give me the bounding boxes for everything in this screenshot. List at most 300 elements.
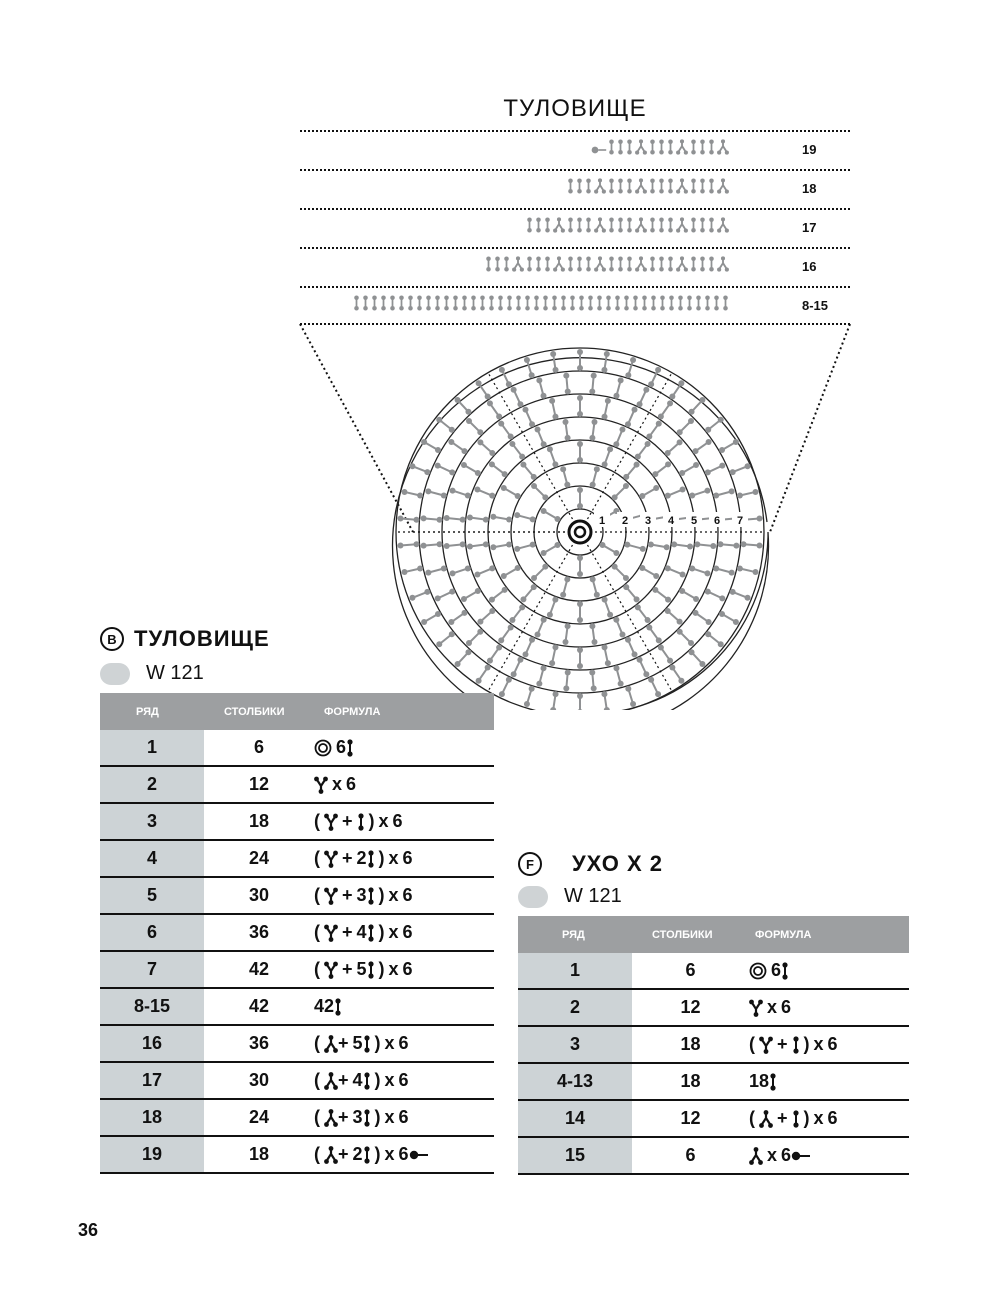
stitch-dot: [425, 488, 431, 494]
stitch-dot: [658, 645, 664, 651]
stitch-dot: [437, 541, 443, 547]
stitch-dot: [699, 661, 705, 667]
stitch-dot: [678, 380, 684, 386]
stitch-dot: [637, 401, 643, 407]
stitch-dot: [577, 601, 583, 607]
stitch-dot: [729, 570, 735, 576]
stitch-dot: [688, 418, 694, 424]
ring-label: 1: [598, 515, 606, 527]
stitch-dot: [460, 517, 466, 523]
stitch-dot: [467, 543, 473, 549]
row-label: 16: [802, 259, 817, 274]
stitch-dot: [499, 691, 505, 697]
stitch-dot: [444, 515, 450, 521]
stitch-dot: [476, 678, 482, 684]
stitch-count: 42: [204, 988, 314, 1025]
stitch-dot: [577, 441, 583, 447]
stitch-dot: [547, 612, 553, 618]
stitch-count: 6: [632, 953, 749, 989]
table-row: [100, 803, 494, 840]
page-number: 36: [78, 1220, 99, 1240]
stitch-dot: [435, 463, 441, 469]
stitch-dot: [541, 393, 547, 399]
stitch-dot: [577, 411, 583, 417]
stitch-dot: [577, 395, 583, 401]
stitch-dot: [733, 619, 739, 625]
stitch-dot: [477, 629, 483, 635]
stitch-dot: [517, 657, 523, 663]
stitch-dot: [634, 596, 640, 602]
stitch-formula: x 6: [749, 989, 909, 1026]
ring-label: 6: [713, 515, 721, 527]
stitch-dot: [541, 508, 547, 514]
yarn-info: [518, 885, 622, 908]
stitch-dot: [653, 485, 659, 491]
stitch-dot: [752, 489, 758, 495]
stitch-dot: [552, 414, 558, 420]
stitch-dot: [417, 565, 423, 571]
stitch-dot: [530, 516, 536, 522]
body-section-header: [100, 626, 270, 652]
stitch-dot: [658, 413, 664, 419]
stitch-dot: [648, 677, 654, 683]
stitch-dot: [637, 657, 643, 663]
ring-label: 2: [621, 515, 629, 527]
stitch-formula: x 6: [314, 766, 494, 803]
stitch-dot: [577, 617, 583, 623]
stitch-dot: [449, 469, 455, 475]
stitch-dot: [529, 686, 535, 692]
ring-label: 5: [690, 515, 698, 527]
stitch-dot: [577, 571, 583, 577]
stitch-dot: [602, 461, 608, 467]
stitch-dot: [450, 570, 456, 576]
stitch-dot: [508, 624, 514, 630]
stitch-dot: [713, 565, 719, 571]
stitch-dot: [705, 427, 711, 433]
stitch-dot: [552, 461, 558, 467]
stitch-dot: [435, 447, 441, 453]
row-number: 2: [518, 989, 632, 1026]
row-label: 18: [802, 181, 817, 196]
stitch-dot: [541, 665, 547, 671]
stitch-dot: [506, 381, 512, 387]
stitch-dot: [506, 542, 512, 548]
sector-divider: [488, 373, 580, 532]
stitch-dot: [646, 434, 652, 440]
stitch-count: 36: [204, 1025, 314, 1062]
stitch-dot: [502, 471, 508, 477]
stitch-dot: [619, 426, 625, 432]
sector-divider: [580, 373, 672, 532]
table-row: [100, 877, 494, 914]
circular-diagram: [290, 320, 860, 710]
stitch-dot: [498, 421, 504, 427]
stitch-dot: [474, 487, 480, 493]
stitch-dot: [601, 367, 607, 373]
stitch-dot: [425, 570, 431, 576]
stitch-dot: [625, 637, 631, 643]
stitch-dot: [656, 421, 662, 427]
stitch-count: 12: [632, 1100, 749, 1137]
stitch-dot: [639, 493, 645, 499]
stitch-count: 6: [204, 730, 314, 766]
stitch-dot: [602, 414, 608, 420]
stitch-dot: [547, 446, 553, 452]
yarn-code: W 121: [146, 662, 204, 684]
yarn-code: W 121: [564, 885, 622, 907]
stitch-dot: [669, 393, 675, 399]
stitch-dot: [450, 488, 456, 494]
stitch-count: 24: [204, 840, 314, 877]
stitch-dot: [669, 665, 675, 671]
table-row: [100, 1136, 494, 1173]
stitch-formula: ( + 3 ) x 6: [314, 1099, 494, 1136]
stitch-dot: [689, 565, 695, 571]
stitch-dot: [577, 709, 583, 710]
stitch-dot: [531, 584, 537, 590]
stitch-dot: [577, 503, 583, 509]
stitch-dot: [542, 564, 548, 570]
stitch-dot: [607, 612, 613, 618]
stitch-dot: [515, 493, 521, 499]
stitch-dot: [645, 441, 651, 447]
stitch-dot: [704, 488, 710, 494]
stitch-dot: [487, 400, 493, 406]
stitch-dot: [612, 564, 618, 570]
stitch-count: 30: [204, 877, 314, 914]
section-letter-badge: B: [100, 627, 124, 651]
stitch-dot: [563, 639, 569, 645]
stitch-dot: [461, 448, 467, 454]
stitch-dot: [665, 597, 671, 603]
stitch-dot: [577, 663, 583, 669]
row-number: 16: [100, 1025, 204, 1062]
stitch-dot: [436, 641, 442, 647]
stitch-dot: [577, 555, 583, 561]
stitch-dot: [466, 640, 472, 646]
stitch-dot: [549, 398, 555, 404]
stitch-dot: [655, 367, 661, 373]
stitch-dot: [594, 466, 600, 472]
stitch-dot: [529, 372, 535, 378]
stitch-dot: [529, 421, 535, 427]
table-row: [518, 1026, 909, 1063]
row-number: 17: [100, 1062, 204, 1099]
stitch-dot: [490, 544, 496, 550]
stitch-dot: [542, 494, 548, 500]
stitch-formula: 18: [749, 1063, 909, 1100]
stitch-dot: [536, 681, 542, 687]
stitch-dot: [689, 649, 695, 655]
stitch-dot: [444, 543, 450, 549]
stitch-dot: [679, 588, 685, 594]
stitch-dot: [602, 644, 608, 650]
row-label: 17: [802, 220, 817, 235]
stitch-dot: [409, 595, 415, 601]
stitch-dot: [604, 351, 610, 357]
ear-pattern-table: [518, 916, 909, 1175]
stitch-dot: [677, 619, 683, 625]
stitch-dot: [634, 462, 640, 468]
stitch-dot: [565, 669, 571, 675]
stitch-dot: [424, 469, 430, 475]
row-number: 19: [100, 1136, 204, 1173]
stitch-dot: [665, 565, 671, 571]
stitch-dot: [498, 637, 504, 643]
stitch-dot: [554, 516, 560, 522]
stitch-dot: [635, 604, 641, 610]
stitch-dot: [639, 565, 645, 571]
stitch-row: [300, 248, 850, 285]
stitch-dot: [623, 474, 629, 480]
stitch-dot: [563, 685, 569, 691]
stitch-dot: [591, 685, 597, 691]
stitch-dot: [655, 691, 661, 697]
stitch-dot: [625, 372, 631, 378]
row-number: 2: [100, 766, 204, 803]
stitch-dot: [417, 493, 423, 499]
diagram-title: ТУЛОВИЩЕ: [503, 95, 647, 122]
ring-label: 3: [644, 515, 652, 527]
stitch-dot: [402, 569, 408, 575]
stitch-dot: [477, 619, 483, 625]
stitch-dot: [509, 441, 515, 447]
stitch-row: [300, 287, 850, 324]
stitch-dot: [745, 595, 751, 601]
stitch-dot: [729, 488, 735, 494]
stitch-dot: [604, 707, 610, 710]
stitch-formula: ( + 5 ) x 6: [314, 951, 494, 988]
stitch-dot: [448, 619, 454, 625]
stitch-dot: [706, 619, 712, 625]
stitch-row: [300, 209, 850, 246]
stitch-dot: [689, 493, 695, 499]
stitch-count: 24: [204, 1099, 314, 1136]
stitch-dot: [577, 487, 583, 493]
stitch-dot: [535, 426, 541, 432]
stitch-dot: [461, 596, 467, 602]
stitch-dot: [625, 686, 631, 692]
stitch-dot: [489, 597, 495, 603]
stitch-formula: 6: [749, 953, 909, 989]
stitch-dot: [509, 617, 515, 623]
table-row: [100, 1062, 494, 1099]
stitch-dot: [514, 546, 520, 552]
stitch-dot: [437, 517, 443, 523]
stitch-dot: [625, 421, 631, 427]
stitch-dot: [678, 678, 684, 684]
stitch-dot: [514, 512, 520, 518]
stitch-dot: [554, 542, 560, 548]
table-row: [100, 951, 494, 988]
stitch-dot: [517, 401, 523, 407]
stitch-dot: [522, 651, 528, 657]
ring-label: 7: [736, 515, 744, 527]
stitch-dot: [465, 409, 471, 415]
stitch-dot: [605, 660, 611, 666]
stitch-dot: [553, 691, 559, 697]
projection-line: [300, 324, 413, 532]
stitch-dot: [421, 543, 427, 549]
stitch-dot: [515, 565, 521, 571]
stitch-count: 18: [632, 1063, 749, 1100]
row-number: 6: [100, 914, 204, 951]
stitch-dot: [550, 351, 556, 357]
sector-divider: [580, 532, 672, 691]
stitch-dot: [737, 493, 743, 499]
table-row: [100, 840, 494, 877]
stitch-row: [300, 170, 850, 207]
header-row: РЯД: [518, 916, 632, 953]
row-number: 5: [100, 877, 204, 914]
stitch-dot: [717, 541, 723, 547]
stitch-dot: [489, 450, 495, 456]
stitch-dot: [665, 461, 671, 467]
stitch-formula: ( + 4 ) x 6: [314, 1062, 494, 1099]
row-number: 8-15: [100, 988, 204, 1025]
header-row: РЯД: [100, 693, 204, 730]
stitch-dot: [705, 631, 711, 637]
stitch-dot: [565, 435, 571, 441]
stitch-dot: [719, 595, 725, 601]
stitch-dot: [648, 381, 654, 387]
stitch-dot: [421, 515, 427, 521]
row-label: 8-15: [802, 298, 829, 313]
stitch-dot: [602, 597, 608, 603]
stitch-dot: [590, 482, 596, 488]
stitch-dot: [541, 617, 547, 623]
stitch-formula: ( + ) x 6: [314, 803, 494, 840]
stitch-dot: [589, 669, 595, 675]
stitch-dot: [489, 493, 495, 499]
stitch-dot: [752, 569, 758, 575]
row-number: 7: [100, 951, 204, 988]
stitch-dot: [485, 393, 491, 399]
stitch-symbols: [525, 209, 730, 246]
stitch-dot: [461, 610, 467, 616]
stitch-dot: [677, 429, 683, 435]
stitch-dot: [565, 389, 571, 395]
row-number: 4-13: [518, 1063, 632, 1100]
stitch-dot: [618, 681, 624, 687]
stitch-dot: [667, 658, 673, 664]
stitch-dot: [745, 463, 751, 469]
stitch-dot: [733, 439, 739, 445]
stitch-count: 12: [204, 766, 314, 803]
section-title: УХО X 2: [572, 851, 664, 876]
stitch-dot: [563, 419, 569, 425]
stitch-dot: [706, 439, 712, 445]
stitch-count: 6: [632, 1137, 749, 1174]
stitch-dot: [632, 651, 638, 657]
stitch-dot: [653, 573, 659, 579]
stitch-dot: [421, 439, 427, 445]
stitch-dot: [589, 623, 595, 629]
stitch-dot: [502, 587, 508, 593]
stitch-dot: [477, 429, 483, 435]
stitch-dot: [413, 541, 419, 547]
stitch-symbols: [591, 131, 730, 168]
stitch-formula: ( + 2 ) x 6: [314, 840, 494, 877]
stitch-dot: [541, 550, 547, 556]
stitch-dot: [496, 413, 502, 419]
stitch-dot: [607, 446, 613, 452]
stitch-dot: [688, 640, 694, 646]
stitch-dot: [671, 541, 677, 547]
stitch-dot: [455, 661, 461, 667]
stitch-dot: [508, 434, 514, 440]
stitch-symbols: [566, 170, 730, 207]
stitch-dot: [519, 604, 525, 610]
stitch-dot: [689, 409, 695, 415]
stitch-count: 30: [204, 1062, 314, 1099]
stitch-dot: [460, 541, 466, 547]
stitch-dot: [524, 701, 530, 707]
stitch-dot: [511, 387, 517, 393]
stitch-dot: [496, 645, 502, 651]
stitch-dot: [398, 542, 404, 548]
stitch-dot: [489, 608, 495, 614]
stitch-dot: [600, 542, 606, 548]
row-number: 14: [518, 1100, 632, 1137]
stitch-dot: [718, 417, 724, 423]
row-number: 15: [518, 1137, 632, 1174]
stitch-dot: [635, 454, 641, 460]
stitch-dot: [467, 515, 473, 521]
stitch-dot: [441, 565, 447, 571]
table-row: [518, 953, 909, 989]
stitch-dot: [483, 541, 489, 547]
stitch-dot: [589, 389, 595, 395]
stitch-dot: [623, 584, 629, 590]
stitch-dot: [680, 571, 686, 577]
stitch-dot: [506, 516, 512, 522]
table-row: [100, 1099, 494, 1136]
stitch-dot: [756, 516, 762, 522]
stitch-dot: [652, 471, 658, 477]
stitch-dot: [529, 637, 535, 643]
stitch-dot: [665, 608, 671, 614]
stitch-dot: [455, 397, 461, 403]
table-row: [100, 766, 494, 803]
stitch-dot: [613, 393, 619, 399]
stitch-formula: 42: [314, 988, 494, 1025]
stitch-dot: [549, 660, 555, 666]
stitch-dot: [435, 611, 441, 617]
stitch-dot: [624, 542, 630, 548]
stitch-dot: [719, 447, 725, 453]
stitch-dot: [680, 487, 686, 493]
stitch-dot: [477, 439, 483, 445]
table-row: [100, 988, 494, 1025]
stitch-formula: ( + 2 ) x 6: [314, 1136, 494, 1173]
row-number: 4: [100, 840, 204, 877]
stitch-dot: [687, 543, 693, 549]
stitch-dot: [645, 617, 651, 623]
stitch-dot: [577, 647, 583, 653]
stitch-formula: 6: [314, 730, 494, 766]
stitch-dot: [490, 514, 496, 520]
stitch-dot: [475, 588, 481, 594]
ring-label: 4: [667, 515, 675, 527]
stitch-dot: [719, 611, 725, 617]
row-number: 3: [100, 803, 204, 840]
stitch-dot: [679, 470, 685, 476]
stitch-dot: [665, 493, 671, 499]
stitch-dot: [699, 397, 705, 403]
stitch-dot: [474, 571, 480, 577]
